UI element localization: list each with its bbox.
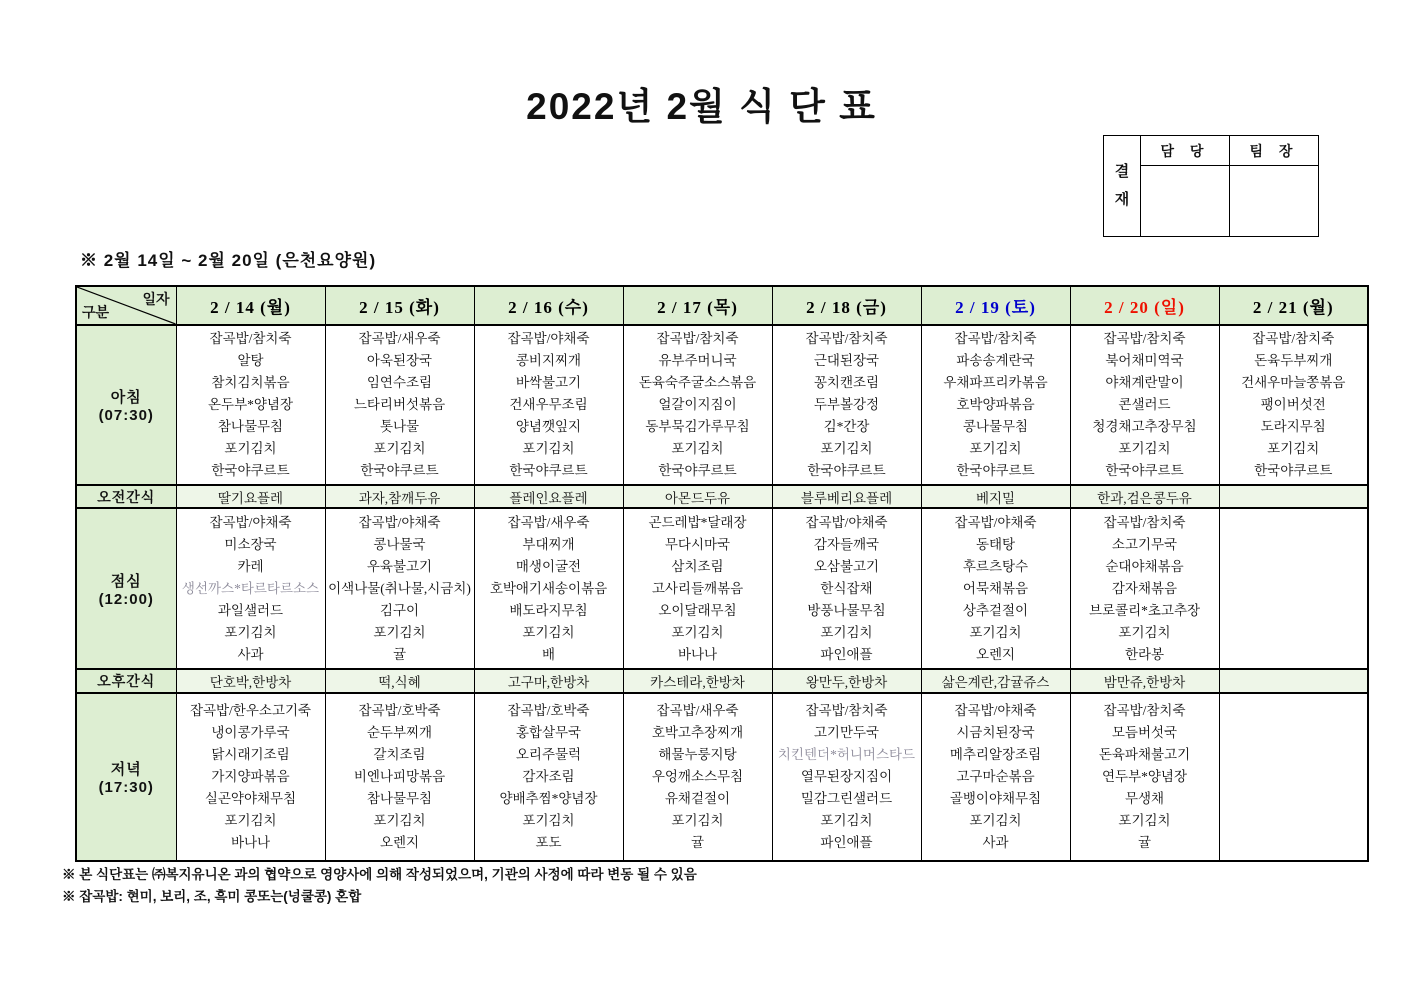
menu-item: 우엉깨소스무침 [651, 769, 744, 784]
menu-item: 과일샐러드 [217, 602, 284, 618]
snack-cell [1219, 485, 1368, 508]
menu-item: 잡곡밥/새우죽 [358, 331, 441, 346]
page-title: 2022년 2월 식 단 표 [526, 86, 877, 127]
menu-item: 곤드레밥*달래장 [648, 514, 747, 530]
menu-item: 잡곡밥/참치죽 [805, 331, 888, 346]
menu-item: 포기김치 [1118, 813, 1171, 828]
menu-item: 잡곡밥/참치죽 [1103, 331, 1186, 346]
menu-cell [623, 325, 772, 485]
menu-item: 감자들깨국 [813, 536, 880, 552]
menu-item: 오렌지 [975, 646, 1016, 662]
menu-item: 한라봉 [1124, 646, 1165, 662]
menu-item: 파인애플 [820, 646, 873, 662]
footnote-line: ※ 본 식단표는 ㈜복지유니온 과의 협약으로 영양사에 의해 작성되었으며, 기관의 사정에 따라 변동 될 수 있음 [62, 867, 697, 882]
approval-header-damdang: 담 당 [1141, 136, 1230, 166]
menu-cell [1070, 693, 1219, 861]
menu-item: 잡곡밥/참치죽 [1103, 514, 1186, 530]
menu-row [76, 325, 1368, 485]
approval-header-timjang: 팀 장 [1230, 136, 1319, 166]
menu-item: 포기김치 [373, 441, 426, 456]
menu-item: 포기김치 [671, 624, 724, 640]
menu-item: 잡곡밥/참치죽 [1252, 331, 1335, 346]
menu-item: 포기김치 [1118, 624, 1171, 640]
menu-item: 유채겉절이 [664, 791, 731, 806]
date-range-subtitle: ※ 2월 14일 ~ 2월 20일 (은천요양원) [80, 251, 377, 270]
menu-row [76, 669, 1368, 693]
menu-item: 호박애기새송이볶음 [489, 580, 608, 596]
snack-cell: 카스테라,한방차 [623, 669, 772, 693]
snack-cell: 딸기요플레 [176, 485, 325, 508]
menu-item: 온두부*양념장 [208, 397, 293, 412]
menu-item: 파송송계란국 [956, 353, 1035, 368]
menu-item: 시금치된장국 [956, 725, 1035, 740]
menu-item: 동태탕 [975, 536, 1016, 552]
menu-item: 두부볼강정 [813, 397, 880, 412]
menu-item: 배도라지무침 [509, 602, 588, 618]
menu-item: 감자조림 [522, 769, 575, 784]
menu-item: 비엔나피망볶음 [353, 769, 446, 784]
menu-item: 갈치조림 [373, 747, 426, 762]
menu-cell [772, 508, 921, 669]
menu-item: 포기김치 [224, 624, 277, 640]
menu-item: 순두부찌개 [366, 725, 433, 740]
menu-item: 무다시마국 [664, 536, 731, 552]
menu-item: 참치김치볶음 [211, 375, 290, 390]
menu-cell [1219, 508, 1368, 669]
snack-cell: 떡,식혜 [325, 669, 474, 693]
menu-item: 잡곡밥/야채죽 [209, 514, 292, 530]
snack-cell [1219, 669, 1368, 693]
approval-sign-cell-damdang [1141, 166, 1230, 237]
menu-item: 밀감그린샐러드 [800, 791, 893, 806]
menu-item: 오이달래무침 [658, 602, 737, 618]
menu-item: 톳나물 [379, 419, 420, 434]
date-header: 2 / 15 (화) [325, 286, 474, 325]
menu-item: 콩비지찌개 [515, 353, 582, 368]
menu-item: 포기김치 [224, 813, 277, 828]
menu-item: 포도 [535, 835, 562, 850]
menu-item: 잡곡밥/참치죽 [805, 703, 888, 718]
menu-item: 바싹불고기 [515, 375, 582, 390]
menu-table [75, 285, 1369, 862]
menu-item: 호박양파볶음 [956, 397, 1035, 412]
menu-item: 청경채고추장무침 [1092, 419, 1197, 434]
menu-item: 방풍나물무침 [807, 602, 886, 618]
menu-item: 잡곡밥/호박죽 [507, 703, 590, 718]
menu-item: 잡곡밥/새우죽 [656, 703, 739, 718]
menu-cell [474, 508, 623, 669]
menu-item: 콩나물무침 [962, 419, 1029, 434]
menu-item: 가지양파볶음 [211, 769, 290, 784]
menu-item: 포기김치 [522, 441, 575, 456]
menu-item: 상추겉절이 [962, 602, 1029, 618]
menu-item: 호박고추장찌개 [651, 725, 744, 740]
menu-item: 브로콜리*초고추장 [1088, 602, 1201, 618]
menu-item: 포기김치 [820, 813, 873, 828]
menu-item: 잡곡밥/야채죽 [358, 514, 441, 530]
menu-cell [474, 325, 623, 485]
menu-item: 잡곡밥/야채죽 [954, 514, 1037, 530]
menu-item: 순대야채볶음 [1105, 558, 1184, 574]
approval-box [1103, 135, 1319, 237]
row-label: 점심 (12:00) [76, 508, 176, 669]
menu-cell [772, 693, 921, 861]
menu-item: 이색나물(취나물,시금치) [328, 580, 471, 596]
menu-item: 팽이버섯전 [1260, 397, 1326, 412]
menu-cell [623, 508, 772, 669]
menu-item: 바나나 [677, 646, 718, 662]
menu-item: 해물누룽지탕 [658, 747, 737, 762]
row-label: 오전간식 [76, 485, 176, 508]
snack-cell: 아몬드두유 [623, 485, 772, 508]
menu-item: 북어채미역국 [1105, 353, 1184, 368]
menu-cell [921, 325, 1070, 485]
snack-cell: 블루베리요플레 [772, 485, 921, 508]
date-header: 2 / 16 (수) [474, 286, 623, 325]
menu-item: 돈육숙주굴소스볶음 [638, 375, 757, 390]
menu-item: 감자채볶음 [1111, 580, 1178, 596]
menu-item: 건새우마늘쫑볶음 [1241, 375, 1346, 390]
menu-item: 양배추찜*양념장 [499, 791, 598, 806]
header-row [76, 286, 1368, 325]
snack-cell: 단호박,한방차 [176, 669, 325, 693]
menu-item: 미소장국 [224, 536, 277, 552]
menu-item: 잡곡밥/참치죽 [1103, 703, 1186, 718]
menu-item: 포기김치 [373, 624, 426, 640]
menu-item: 참나물무침 [366, 791, 433, 806]
footnote-line: ※ 잡곡밥: 현미, 보리, 조, 흑미 콩또는(넝쿨콩) 혼합 [62, 889, 362, 904]
menu-item: 잡곡밥/새우죽 [507, 514, 590, 530]
menu-cell [176, 325, 325, 485]
menu-cell [176, 693, 325, 861]
menu-item: 골뱅이야채무침 [949, 791, 1042, 806]
menu-item: 양념깻잎지 [515, 419, 582, 434]
row-label: 오후간식 [76, 669, 176, 693]
menu-item: 도라지무침 [1260, 419, 1326, 434]
menu-item: 한국야쿠르트 [956, 463, 1035, 478]
menu-item: 잡곡밥/참치죽 [954, 331, 1037, 346]
menu-item: 한국야쿠르트 [807, 463, 886, 478]
menu-cell [1219, 693, 1368, 861]
corner-date-label: 일자 [142, 291, 170, 307]
date-header: 2 / 20 (일) [1070, 286, 1219, 325]
approval-stamp-label: 결재 [1114, 162, 1130, 208]
menu-item: 실곤약야채무침 [204, 791, 297, 806]
menu-cell [325, 325, 474, 485]
menu-cell [1070, 325, 1219, 485]
menu-item: 고기만두국 [813, 725, 880, 740]
menu-item: 참나물무침 [217, 419, 284, 434]
menu-item: 포기김치 [1118, 441, 1171, 456]
menu-item: 파인애플 [820, 835, 873, 850]
menu-item: 카레 [237, 558, 264, 574]
menu-row [76, 693, 1368, 861]
menu-item: 한국야쿠르트 [509, 463, 588, 478]
menu-item: 한국야쿠르트 [1105, 463, 1184, 478]
menu-item: 치킨텐더*허니머스타드 [777, 747, 916, 762]
menu-item: 느타리버섯볶음 [353, 397, 446, 412]
menu-item: 사과 [237, 646, 264, 662]
menu-cell [1070, 508, 1219, 669]
menu-item: 잡곡밥/야채죽 [954, 703, 1037, 718]
menu-item: 오렌지 [379, 835, 420, 850]
menu-item: 포기김치 [373, 813, 426, 828]
menu-item: 귤 [392, 646, 407, 662]
menu-item: 포기김치 [671, 441, 724, 456]
menu-item: 부대찌개 [522, 536, 575, 552]
menu-item: 포기김치 [969, 441, 1022, 456]
menu-item: 한식잡채 [820, 580, 873, 596]
menu-item: 아욱된장국 [366, 353, 433, 368]
date-header: 2 / 18 (금) [772, 286, 921, 325]
menu-item: 매생이굴전 [515, 558, 582, 574]
menu-cell [325, 508, 474, 669]
menu-cell [176, 508, 325, 669]
menu-item: 포기김치 [1267, 441, 1320, 456]
menu-item: 메추리알장조림 [949, 747, 1042, 762]
menu-item: 한국야쿠르트 [1254, 463, 1333, 478]
menu-item: 홍합살무국 [515, 725, 582, 740]
snack-cell: 과자,참깨두유 [325, 485, 474, 508]
menu-item: 김구이 [379, 602, 420, 618]
menu-item: 우채파프리카볶음 [943, 375, 1048, 390]
menu-item: 고사리들깨볶음 [651, 580, 744, 596]
menu-item: 근대된장국 [813, 353, 880, 368]
snack-cell: 베지밀 [921, 485, 1070, 508]
menu-item: 돈육파채불고기 [1098, 747, 1191, 762]
menu-item: 잡곡밥/야채죽 [507, 331, 590, 346]
menu-item: 귤 [1137, 835, 1152, 850]
menu-item: 고구마순볶음 [956, 769, 1035, 784]
approval-sign-cell-timjang [1230, 166, 1319, 237]
menu-item: 얼갈이지짐이 [658, 397, 737, 412]
menu-item: 열무된장지짐이 [800, 769, 893, 784]
menu-item: 오리주물럭 [515, 747, 582, 762]
menu-item: 잡곡밥/참치죽 [209, 331, 292, 346]
menu-item: 생선까스*타르타르소스 [181, 580, 320, 596]
row-label: 저녁 (17:30) [76, 693, 176, 861]
menu-item: 꽁치캔조림 [813, 375, 880, 390]
menu-item: 포기김치 [820, 441, 873, 456]
menu-cell [623, 693, 772, 861]
menu-item: 한국야쿠르트 [360, 463, 439, 478]
menu-item: 한국야쿠르트 [211, 463, 290, 478]
date-header: 2 / 21 (월) [1219, 286, 1368, 325]
date-header: 2 / 19 (토) [921, 286, 1070, 325]
menu-item: 포기김치 [522, 624, 575, 640]
menu-item: 잡곡밥/호박죽 [358, 703, 441, 718]
menu-item: 닭시래기조림 [211, 747, 290, 762]
menu-cell [921, 693, 1070, 861]
date-header: 2 / 17 (목) [623, 286, 772, 325]
menu-item: 돈육두부찌개 [1254, 353, 1333, 368]
menu-item: 잡곡밥/야채죽 [805, 514, 888, 530]
menu-item: 포기김치 [820, 624, 873, 640]
menu-body [76, 325, 1368, 861]
menu-item: 포기김치 [671, 813, 724, 828]
row-label: 아침 (07:30) [76, 325, 176, 485]
menu-item: 한국야쿠르트 [658, 463, 737, 478]
menu-item: 삼치조림 [671, 558, 724, 574]
menu-item: 동부묵김가루무침 [645, 419, 750, 434]
menu-item: 어묵채볶음 [962, 580, 1029, 596]
menu-item: 잡곡밥/한우소고기죽 [189, 703, 312, 718]
menu-item: 사과 [982, 835, 1009, 850]
menu-item: 연두부*양념장 [1102, 769, 1187, 784]
menu-item: 귤 [690, 835, 705, 850]
menu-cell [772, 325, 921, 485]
menu-item: 포기김치 [969, 813, 1022, 828]
snack-cell: 밤만쥬,한방차 [1070, 669, 1219, 693]
menu-item: 무생채 [1124, 791, 1165, 806]
menu-item: 소고기무국 [1111, 536, 1178, 552]
footnotes [62, 864, 697, 908]
menu-row [76, 508, 1368, 669]
corner-category-label: 구분 [82, 304, 110, 320]
corner-cell [76, 286, 176, 325]
menu-item: 콘샐러드 [1118, 397, 1171, 412]
menu-item: 김*간장 [823, 419, 870, 434]
snack-cell: 삶은계란,감귤쥬스 [921, 669, 1070, 693]
menu-item: 잡곡밥/참치죽 [656, 331, 739, 346]
menu-item: 바나나 [230, 835, 271, 850]
menu-item: 배 [541, 646, 556, 662]
menu-cell [921, 508, 1070, 669]
menu-item: 후르츠탕수 [962, 558, 1029, 574]
menu-item: 건새우무조림 [509, 397, 588, 412]
snack-cell: 고구마,한방차 [474, 669, 623, 693]
date-header: 2 / 14 (월) [176, 286, 325, 325]
snack-cell: 플레인요플레 [474, 485, 623, 508]
menu-item: 포기김치 [522, 813, 575, 828]
menu-item: 오삼불고기 [813, 558, 880, 574]
menu-item: 포기김치 [969, 624, 1022, 640]
snack-cell: 왕만두,한방차 [772, 669, 921, 693]
menu-item: 모듬버섯국 [1111, 725, 1178, 740]
menu-item: 냉이콩가루국 [211, 725, 290, 740]
menu-item: 포기김치 [224, 441, 277, 456]
menu-row [76, 485, 1368, 508]
menu-item: 알탕 [237, 353, 264, 368]
menu-item: 우육불고기 [366, 558, 433, 574]
approval-stamp-cell [1104, 136, 1141, 237]
menu-item: 유부주머니국 [658, 353, 737, 368]
menu-item: 임연수조림 [366, 375, 433, 390]
snack-cell: 한과,검은콩두유 [1070, 485, 1219, 508]
menu-cell [1219, 325, 1368, 485]
menu-item: 콩나물국 [373, 536, 426, 552]
menu-item: 야채계란말이 [1105, 375, 1184, 390]
menu-cell [474, 693, 623, 861]
menu-cell [325, 693, 474, 861]
